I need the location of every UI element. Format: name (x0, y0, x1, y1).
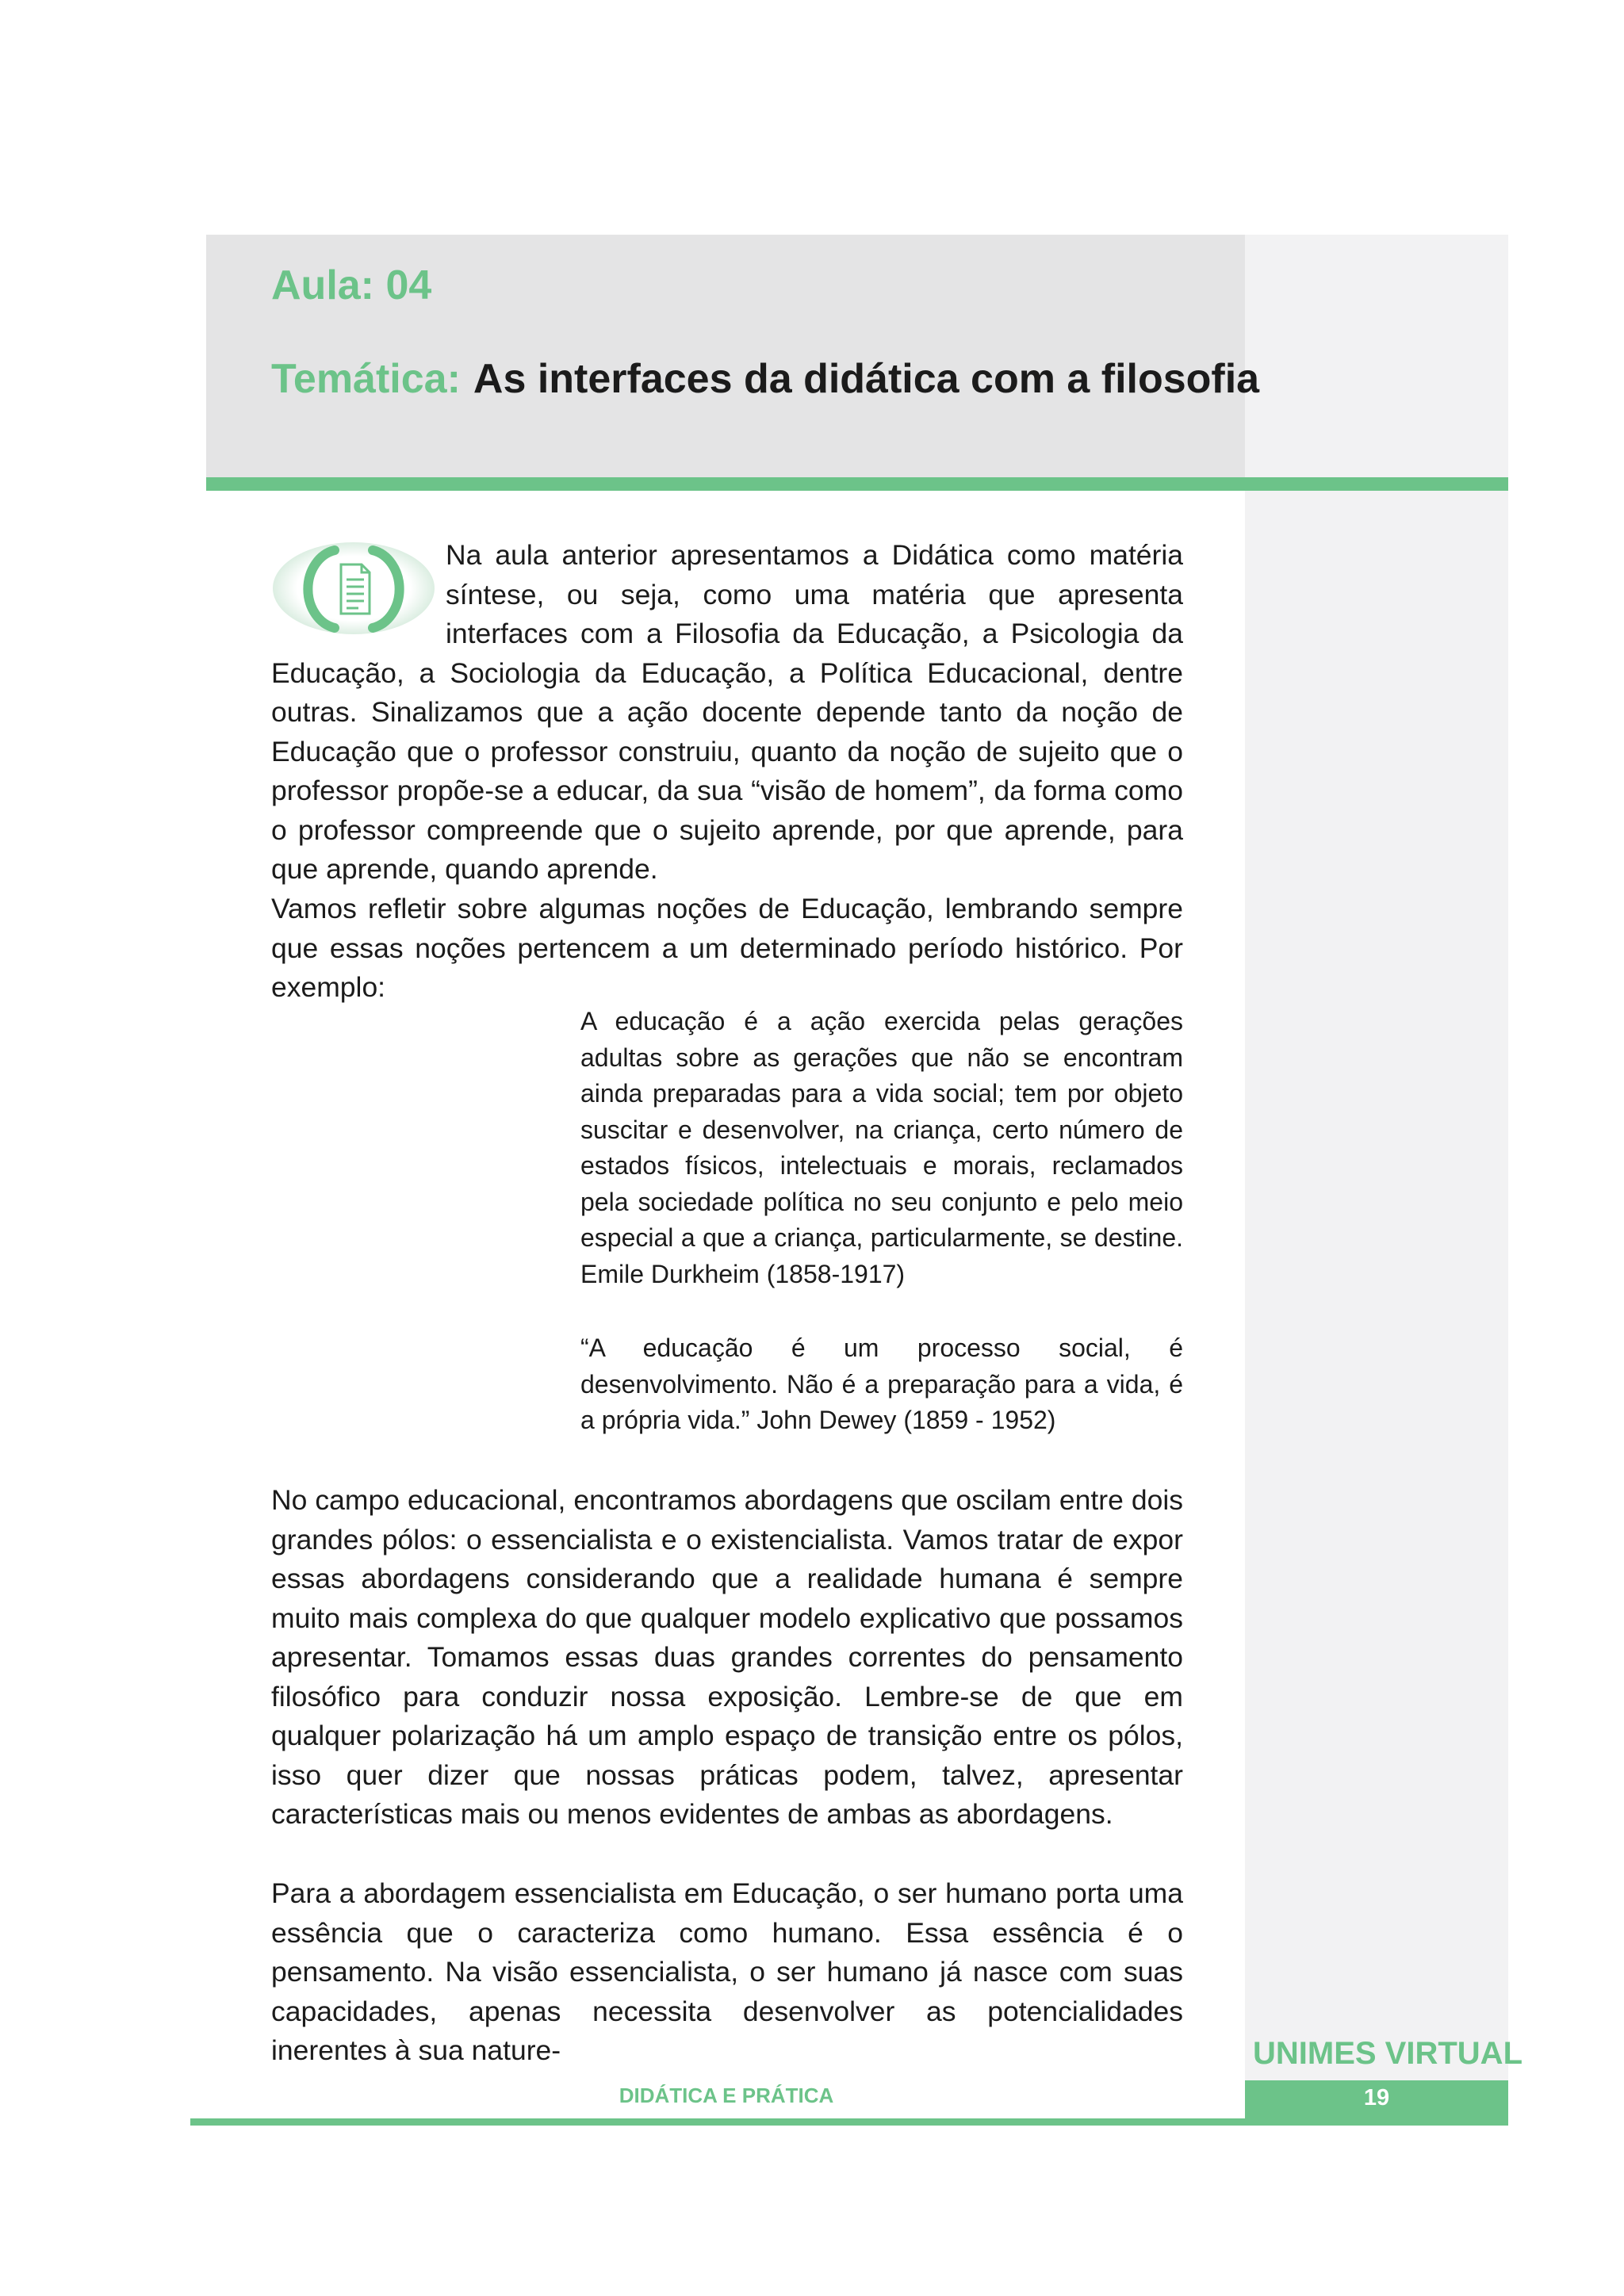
footer-divider (190, 2118, 1245, 2126)
brand-logo-text: UNIMES VIRTUAL (1253, 2036, 1522, 2071)
lesson-theme (271, 355, 1259, 403)
paragraph-intro (271, 536, 1183, 890)
course-name: DIDÁTICA E PRÁTICA (619, 2084, 834, 2107)
theme-label: Temática: (271, 356, 461, 402)
header-divider (206, 477, 1508, 491)
quote-dewey: “A educação é um processo social, é desenvolvimento. Não é a preparação para a vida, é a própria vida.” John Dewey (1859 - 1952) (580, 1334, 1183, 1434)
page-number: 19 (1363, 2085, 1390, 2110)
paragraph-essentialist: Para a abordagem essencialista em Educação, o ser humano porta uma essência que o caracteriza como humano. Essa essência é o pensamento. Na visão essencialista, o ser humano já nasce com suas capacidades, apenas necessita desenvolver as potencialidades inerentes à sua nature- (271, 1877, 1183, 2066)
lesson-number: Aula: 04 (271, 262, 432, 308)
page-title: As interfaces da didática com a filosofia (473, 356, 1260, 402)
paragraph-intro-text: Na aula anterior apresentamos a Didática como matéria síntese, ou seja, como uma matéria que apresenta interfaces com a Filosofia da Educação, a Psicologia da Educação, a Sociologia da Educação, a Política Educacional, dentre outras. Sinalizamos que a ação docente depende tanto da noção de Educação que o professor construiu, quanto da noção de sujeito que o professor propõe-se a educar, da sua “visão de homem”, da forma como o professor compreende que o sujeito aprende, por que aprende, para que aprende, quando aprende. (271, 539, 1183, 885)
quote-durkheim: A educação é a ação exercida pelas gerações adultas sobre as gerações que não se encontram ainda preparadas para a vida social; tem por objeto suscitar e desenvolver, na criança, certo número de estados físicos, intelectuais e morais, reclamados pela sociedade política no seu conjunto e pelo meio especial a que a criança, particularmente, se destine. Emile Durkheim (1858-1917) (580, 1007, 1183, 1288)
document-icon (271, 536, 444, 652)
right-sidebar (1245, 491, 1522, 2080)
paragraph-examples: Vamos refletir sobre algumas noções de Educação, lembrando sempre que essas noções pertencem a um determinado período histórico. Por exemplo: (271, 893, 1183, 1003)
paragraph-approaches: No campo educacional, encontramos abordagens que oscilam entre dois grandes pólos: o essencialista e o existencialista. Vamos tratar de expor essas abordagens considerando que a realidade humana é sempre muito mais complexa do que qualquer modelo explicativo que possamos apresentar. Tomamos essas duas grandes correntes do pensamento filosófico para conduzir nossa exposição. Lembre-se de que em qualquer polarização há um amplo espaço de transição entre os pólos, isso quer dizer que nossas práticas podem, talvez, apresentar características mais ou menos evidentes de ambas as abordagens. (271, 1484, 1183, 1830)
header-side-panel (1245, 235, 1508, 477)
